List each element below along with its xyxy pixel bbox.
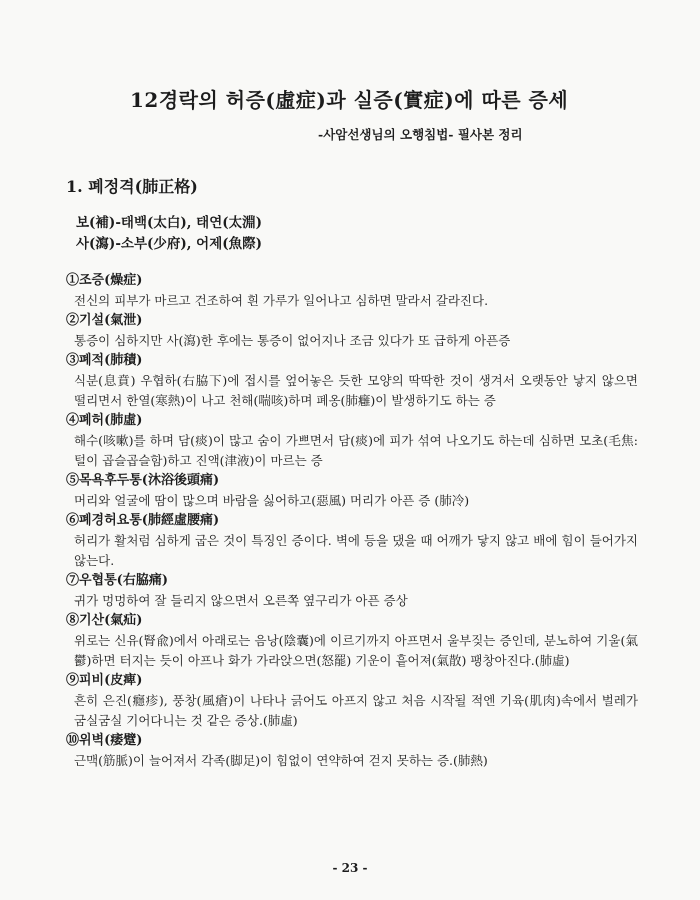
symptom-list (66, 271, 638, 771)
symptom-description: 근맥(筋脈)이 늘어져서 각족(脚足)이 힘없이 연약하여 걷지 못하는 증.(肺熱) (74, 753, 488, 768)
symptom-title: ⑦우협통(右脇痛) (66, 573, 168, 588)
symptom-title: ⑩위벽(痿躄) (66, 733, 143, 748)
symptom-item (66, 411, 638, 471)
symptom-title: ③폐적(肺積) (66, 353, 143, 368)
symptom-title: ⑥폐경허요통(肺經虛腰痛) (66, 513, 220, 528)
symptom-description: 전신의 피부가 마르고 건조하여 흰 가루가 일어나고 심하면 말라서 갈라진다. (74, 293, 489, 308)
symptom-title: ⑤목욕후두통(沐浴後頭痛) (66, 473, 220, 488)
symptom-description: 귀가 멍멍하여 잘 들리지 않으면서 오른쪽 옆구리가 아픈 증상 (74, 593, 408, 608)
acupoint-sedate: 사(瀉)-소부(少府), 어제(魚際) (76, 236, 263, 252)
symptom-title: ⑨피비(皮痺) (66, 673, 143, 688)
symptom-item (66, 271, 638, 311)
symptom-item (66, 311, 638, 351)
symptom-description: 식분(息賁) 우협하(右脇下)에 접시를 엎어놓은 듯한 모양의 딱딱한 것이 생겨서 오랫동안 낳지 않으면 떨리면서 한열(寒熱)이 나고 천해(喘咳)하며 폐옹(肺癰)이 발생하기도 하는 증 (74, 373, 638, 408)
symptom-description: 해수(咳嗽)를 하며 담(痰)이 많고 숨이 가쁘면서 담(痰)에 피가 섞여 나오기도 하는데 심하면 모초(毛焦:털이 곱슬곱슬함)하고 진액(津液)이 마르는 증 (74, 433, 638, 468)
page-subtitle: -사암선생님의 오행침법- 필사본 정리 (318, 127, 523, 142)
symptom-item (66, 671, 638, 731)
symptom-description: 위로는 신유(腎兪)에서 아래로는 음낭(陰囊)에 이르기까지 아프면서 울부짖는 증인데, 분노하여 기울(氣鬱)하면 터지는 듯이 아프나 화가 가라앉으면(怒罷) 기운이 흩어져(氣散) 팽창아진다.(肺虛) (74, 633, 638, 668)
symptom-description: 흔히 은진(癮疹), 풍창(風瘡)이 나타나 긁어도 아프지 않고 처음 시작될 적엔 기육(肌肉)속에서 벌레가 굼실굼실 기어다니는 것 같은 증상.(肺虛) (74, 693, 638, 728)
symptom-item (66, 351, 638, 411)
symptom-item (66, 511, 638, 571)
page-title: 12경락의 허증(虛症)과 실증(實症)에 따른 증세 (130, 88, 569, 112)
acupoint-list (76, 213, 262, 255)
symptom-title: ②기설(氣泄) (66, 313, 143, 328)
symptom-item (66, 611, 638, 671)
page-number: - 23 - (332, 861, 368, 875)
symptom-title: ①조증(燥症) (66, 273, 143, 288)
symptom-description: 통증이 심하지만 사(瀉)한 후에는 통증이 없어지나 조금 있다가 또 급하게 아픈증 (74, 333, 511, 348)
symptom-item (66, 471, 638, 511)
acupoint-tonify: 보(補)-태백(太白), 태연(太淵) (76, 215, 263, 231)
symptom-item (66, 731, 638, 771)
symptom-item (66, 571, 638, 611)
section-heading: 1. 폐정격(肺正格) (66, 177, 198, 196)
symptom-description: 머리와 얼굴에 땀이 많으며 바람을 싫어하고(惡風) 머리가 아픈 증 (肺冷) (74, 493, 470, 508)
symptom-description: 허리가 활처럼 심하게 굽은 것이 특징인 증이다. 벽에 등을 댔을 때 어깨가 닿지 않고 배에 힘이 들어가지 않는다. (74, 533, 638, 568)
symptom-title: ⑧기산(氣疝) (66, 613, 143, 628)
symptom-title: ④폐허(肺虛) (66, 413, 143, 428)
